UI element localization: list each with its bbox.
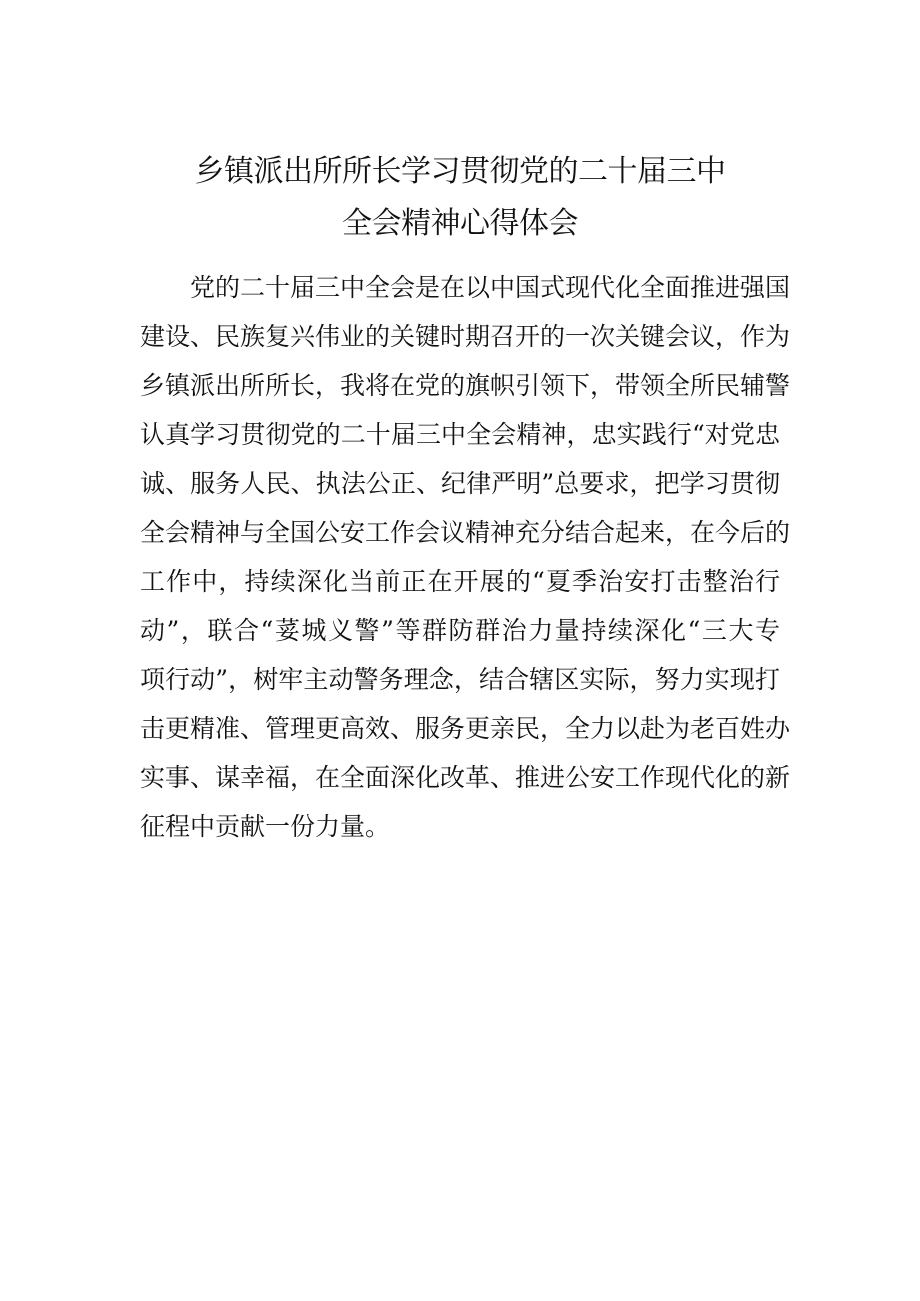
body-line-5: 诚、服务人民、执法公正、纪律严明”总要求，把学习贯彻 [140,469,780,498]
body-line-4: 认真学习贯彻党的二十届三中全会精神，忠实践行“对党忠 [140,420,780,449]
body-line-8: 动”，联合“荽城义警”等群防群治力量持续深化“三大专 [140,616,780,645]
document-title-line-1: 乡镇派出所所长学习贯彻党的二十届三中 [194,154,726,189]
body-line-11: 实事、谋幸福，在全面深化改革、推进公安工作现代化的新 [140,763,791,792]
body-line-9: 项行动”，树牢主动警务理念，结合辖区实际，努力实现打 [140,665,780,694]
body-line-10: 击更精准、管理更高效、服务更亲民，全力以赴为老百姓办 [140,714,791,743]
body-line-6: 全会精神与全国公安工作会议精神充分结合起来，在今后的 [140,518,791,547]
body-line-12: 征程中贡献一份力量。 [140,812,391,841]
document-title-line-2: 全会精神心得体会 [342,206,578,241]
body-line-1: 党的二十届三中全会是在以中国式现代化全面推进强国 [190,273,791,302]
body-line-2: 建设、民族复兴伟业的关键时期召开的一次关键会议，作为 [140,322,791,351]
body-line-3: 乡镇派出所所长，我将在党的旗帜引领下，带领全所民辅警 [140,371,791,400]
body-line-7: 工作中，持续深化当前正在开展的“夏季治安打击整治行 [140,567,780,596]
